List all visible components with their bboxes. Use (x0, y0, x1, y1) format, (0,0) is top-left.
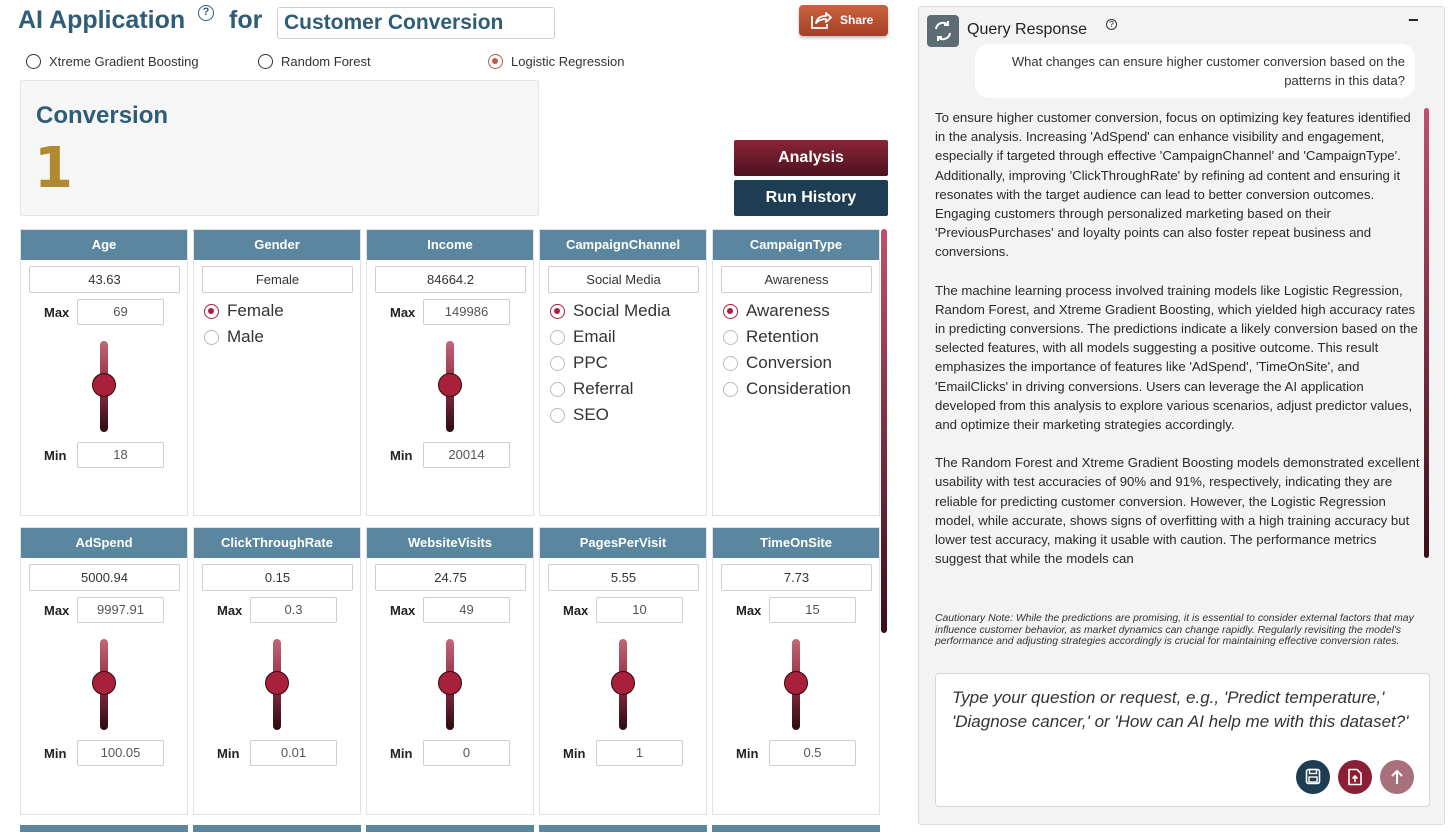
model-label: Logistic Regression (511, 54, 625, 69)
feature-header: PagesPerVisit (540, 528, 706, 558)
send-button[interactable] (1380, 760, 1414, 794)
share-label: Share (840, 13, 874, 27)
feature-header: WebsiteVisits (367, 528, 533, 558)
feature-value-input[interactable]: Social Media (548, 266, 699, 293)
option-label: Social Media (573, 301, 671, 320)
max-input[interactable]: 15 (769, 597, 856, 623)
model-label: Random Forest (281, 54, 371, 69)
option-label: Female (227, 301, 284, 320)
min-input[interactable]: 20014 (423, 442, 510, 468)
max-label: Max (44, 305, 70, 320)
option-label: SEO (573, 405, 609, 424)
max-input[interactable]: 149986 (423, 299, 510, 325)
option-awareness[interactable] (723, 301, 830, 321)
feature-header: ClickThroughRate (194, 528, 360, 558)
option-retention[interactable] (723, 327, 819, 347)
option-label: Consideration (746, 379, 851, 398)
radio-circle (258, 54, 273, 69)
feature-card-header-partial (712, 825, 880, 832)
model-label: Xtreme Gradient Boosting (49, 54, 199, 69)
option-social-media[interactable] (550, 301, 670, 321)
radio-circle (723, 356, 738, 371)
radio-circle (723, 382, 738, 397)
file-upload-icon (1347, 768, 1363, 786)
option-label: Retention (746, 327, 819, 346)
slider-handle[interactable] (611, 671, 635, 695)
help-icon[interactable]: ? (198, 5, 214, 21)
feature-card-time-on-site (712, 527, 880, 815)
feature-card-header-partial (366, 825, 534, 832)
radio-circle (26, 54, 41, 69)
model-radio-xgboost[interactable] (26, 54, 199, 69)
radio-circle (204, 330, 219, 345)
option-label: Conversion (746, 353, 832, 372)
share-icon (810, 10, 832, 30)
option-seo[interactable] (550, 405, 609, 425)
feature-card-income (366, 229, 534, 516)
feature-header: CampaignChannel (540, 230, 706, 260)
question-input-placeholder: Type your question or request, e.g., 'Predict temperature,' 'Diagnose cancer,' or 'How can AI help me with this dataset?' (952, 688, 1409, 731)
option-female[interactable] (204, 301, 284, 321)
option-label: PPC (573, 353, 608, 372)
feature-card-age (20, 229, 188, 516)
for-label: for (229, 6, 263, 34)
max-label: Max (563, 603, 589, 618)
query-response-title: Query Response (967, 21, 1088, 38)
feature-card-click-through-rate (193, 527, 361, 815)
option-label: Male (227, 327, 264, 346)
prediction-label: Conversion (36, 102, 169, 129)
dataset-name-input[interactable]: Customer Conversion (277, 7, 555, 39)
option-referral[interactable] (550, 379, 633, 399)
feature-value-input[interactable]: 24.75 (375, 564, 526, 591)
max-label: Max (736, 603, 762, 618)
radio-circle-selected (550, 304, 565, 319)
min-input[interactable]: 0.01 (250, 740, 337, 766)
max-input[interactable]: 69 (77, 299, 164, 325)
option-conversion[interactable] (723, 353, 832, 373)
slider-handle[interactable] (784, 671, 808, 695)
model-radio-random-forest[interactable] (258, 54, 371, 69)
feature-header: CampaignType (713, 230, 879, 260)
option-label: Referral (573, 379, 634, 398)
feature-value-input[interactable]: 5000.94 (29, 564, 180, 591)
user-question-bubble: What changes can ensure higher customer conversion based on the patterns in this data? (975, 44, 1415, 98)
features-scrollbar[interactable] (881, 229, 887, 633)
feature-card-adspend (20, 527, 188, 815)
option-email[interactable] (550, 327, 616, 347)
min-input[interactable]: 100.05 (77, 740, 164, 766)
response-paragraph: The Random Forest and Xtreme Gradient Boosting models demonstrated excellent usability with test accuracies of 90% and 91%, respectively, indicating they are reliable for predicting customer conversion. However, the Logistic Regression model, while accurate, shows signs of overfitting with a high training accuracy but lower test accuracy, making it usable with caution. The performance metrics suggest that while the models can (935, 455, 1420, 567)
app-title: AI Application (18, 6, 186, 34)
min-label: Min (217, 746, 240, 761)
analysis-button[interactable]: Analysis (734, 140, 888, 176)
max-input[interactable]: 9997.91 (77, 597, 164, 623)
option-consideration[interactable] (723, 379, 851, 399)
prediction-value: 1 (34, 136, 73, 201)
feature-header: TimeOnSite (713, 528, 879, 558)
feature-card-header-partial (20, 825, 188, 832)
min-label: Min (390, 746, 413, 761)
radio-circle (550, 330, 565, 345)
feature-header: Age (21, 230, 187, 260)
min-input[interactable]: 1 (596, 740, 683, 766)
feature-card-header-partial (539, 825, 707, 832)
feature-card-website-visits (366, 527, 534, 815)
feature-value-input[interactable]: 7.73 (721, 564, 872, 591)
option-label: Email (573, 327, 616, 346)
prediction-panel (20, 80, 539, 216)
feature-header: AdSpend (21, 528, 187, 558)
max-label: Max (217, 603, 243, 618)
feature-value-input[interactable]: Awareness (721, 266, 872, 293)
file-upload-button[interactable] (1338, 760, 1372, 794)
min-label: Min (44, 448, 67, 463)
response-scrollbar[interactable] (1424, 108, 1429, 558)
slider-handle[interactable] (265, 671, 289, 695)
feature-value-input[interactable]: 0.15 (202, 564, 353, 591)
feature-value-input[interactable]: Female (202, 266, 353, 293)
slider-handle[interactable] (92, 671, 116, 695)
share-button[interactable] (799, 5, 888, 36)
slider-handle[interactable] (438, 671, 462, 695)
cautionary-note: Cautionary Note: While the predictions are promising, it is essential to consider external factors that may influence customer behavior, as market dynamics can change rapidly. Regularly revisiting the model's performance and adjusting strategies accordingly is crucial for maintaining effective conversion rates. (935, 613, 1414, 647)
response-paragraph: The machine learning process involved training models like Logistic Regression, Random Forest, and Xtreme Gradient Boosting, which yielded high accuracy rates in predicting conversions. The predictions indicate a likely conversion based on the selected features, with all models suggesting a positive outcome. This result emphasizes the importance of features like 'AdSpend', 'TimeOnSite', and 'EmailClicks' in driving conversions. Users can leverage the AI application developed from this analysis to explore various scenarios, adjust predictor values, and optimize their marketing strategies accordingly. (935, 282, 1418, 433)
save-button[interactable] (1296, 760, 1330, 794)
min-input[interactable]: 0.5 (769, 740, 856, 766)
model-radio-logistic-regression[interactable] (488, 54, 624, 69)
max-input[interactable]: 10 (596, 597, 683, 623)
feature-card-campaign-channel (539, 229, 707, 516)
save-icon (1305, 768, 1321, 785)
feature-value-input[interactable]: 43.63 (29, 266, 180, 293)
response-text (935, 108, 1421, 606)
help-icon[interactable]: ? (1106, 19, 1117, 30)
feature-card-pages-per-visit (539, 527, 707, 815)
radio-circle-selected (723, 304, 738, 319)
max-label: Max (390, 603, 416, 618)
min-label: Min (390, 448, 413, 463)
radio-circle (550, 382, 565, 397)
min-input[interactable]: 0 (423, 740, 510, 766)
option-label: Awareness (746, 301, 830, 320)
option-male[interactable] (204, 327, 264, 347)
feature-card-gender (193, 229, 361, 516)
max-input[interactable]: 49 (423, 597, 510, 623)
run-history-button[interactable]: Run History (734, 180, 888, 216)
radio-circle (723, 330, 738, 345)
feature-value-input[interactable]: 5.55 (548, 564, 699, 591)
minimize-button[interactable]: − (1408, 10, 1419, 30)
max-label: Max (44, 603, 70, 618)
min-label: Min (563, 746, 586, 761)
radio-circle (550, 356, 565, 371)
feature-card-header-partial (193, 825, 361, 832)
min-input[interactable]: 18 (77, 442, 164, 468)
max-input[interactable]: 0.3 (250, 597, 337, 623)
feature-card-campaign-type (712, 229, 880, 516)
feature-value-input[interactable]: 84664.2 (375, 266, 526, 293)
radio-circle-selected (488, 54, 503, 69)
max-label: Max (390, 305, 416, 320)
send-arrow-icon (1389, 768, 1405, 786)
radio-circle-selected (204, 304, 219, 319)
slider-handle[interactable] (438, 373, 462, 397)
option-ppc[interactable] (550, 353, 608, 373)
feature-header: Gender (194, 230, 360, 260)
slider-handle[interactable] (92, 373, 116, 397)
feature-header: Income (367, 230, 533, 260)
radio-circle (550, 408, 565, 423)
response-paragraph: To ensure higher customer conversion, focus on optimizing key features identified in the analysis. Increasing 'AdSpend' can enhance visibility and engagement, especially if targeted through effective 'CampaignChannel' and 'CampaignType'. Additionally, improving 'ClickThroughRate' by refining ad content and ensuring it resonates with the target audience can lead to better conversion outcomes. Engaging customers through personalized marketing based on their 'PreviousPurchases' and loyalty points can also foster repeat business and conversions. (935, 110, 1411, 260)
min-label: Min (736, 746, 759, 761)
sync-icon[interactable] (927, 15, 959, 47)
min-label: Min (44, 746, 67, 761)
